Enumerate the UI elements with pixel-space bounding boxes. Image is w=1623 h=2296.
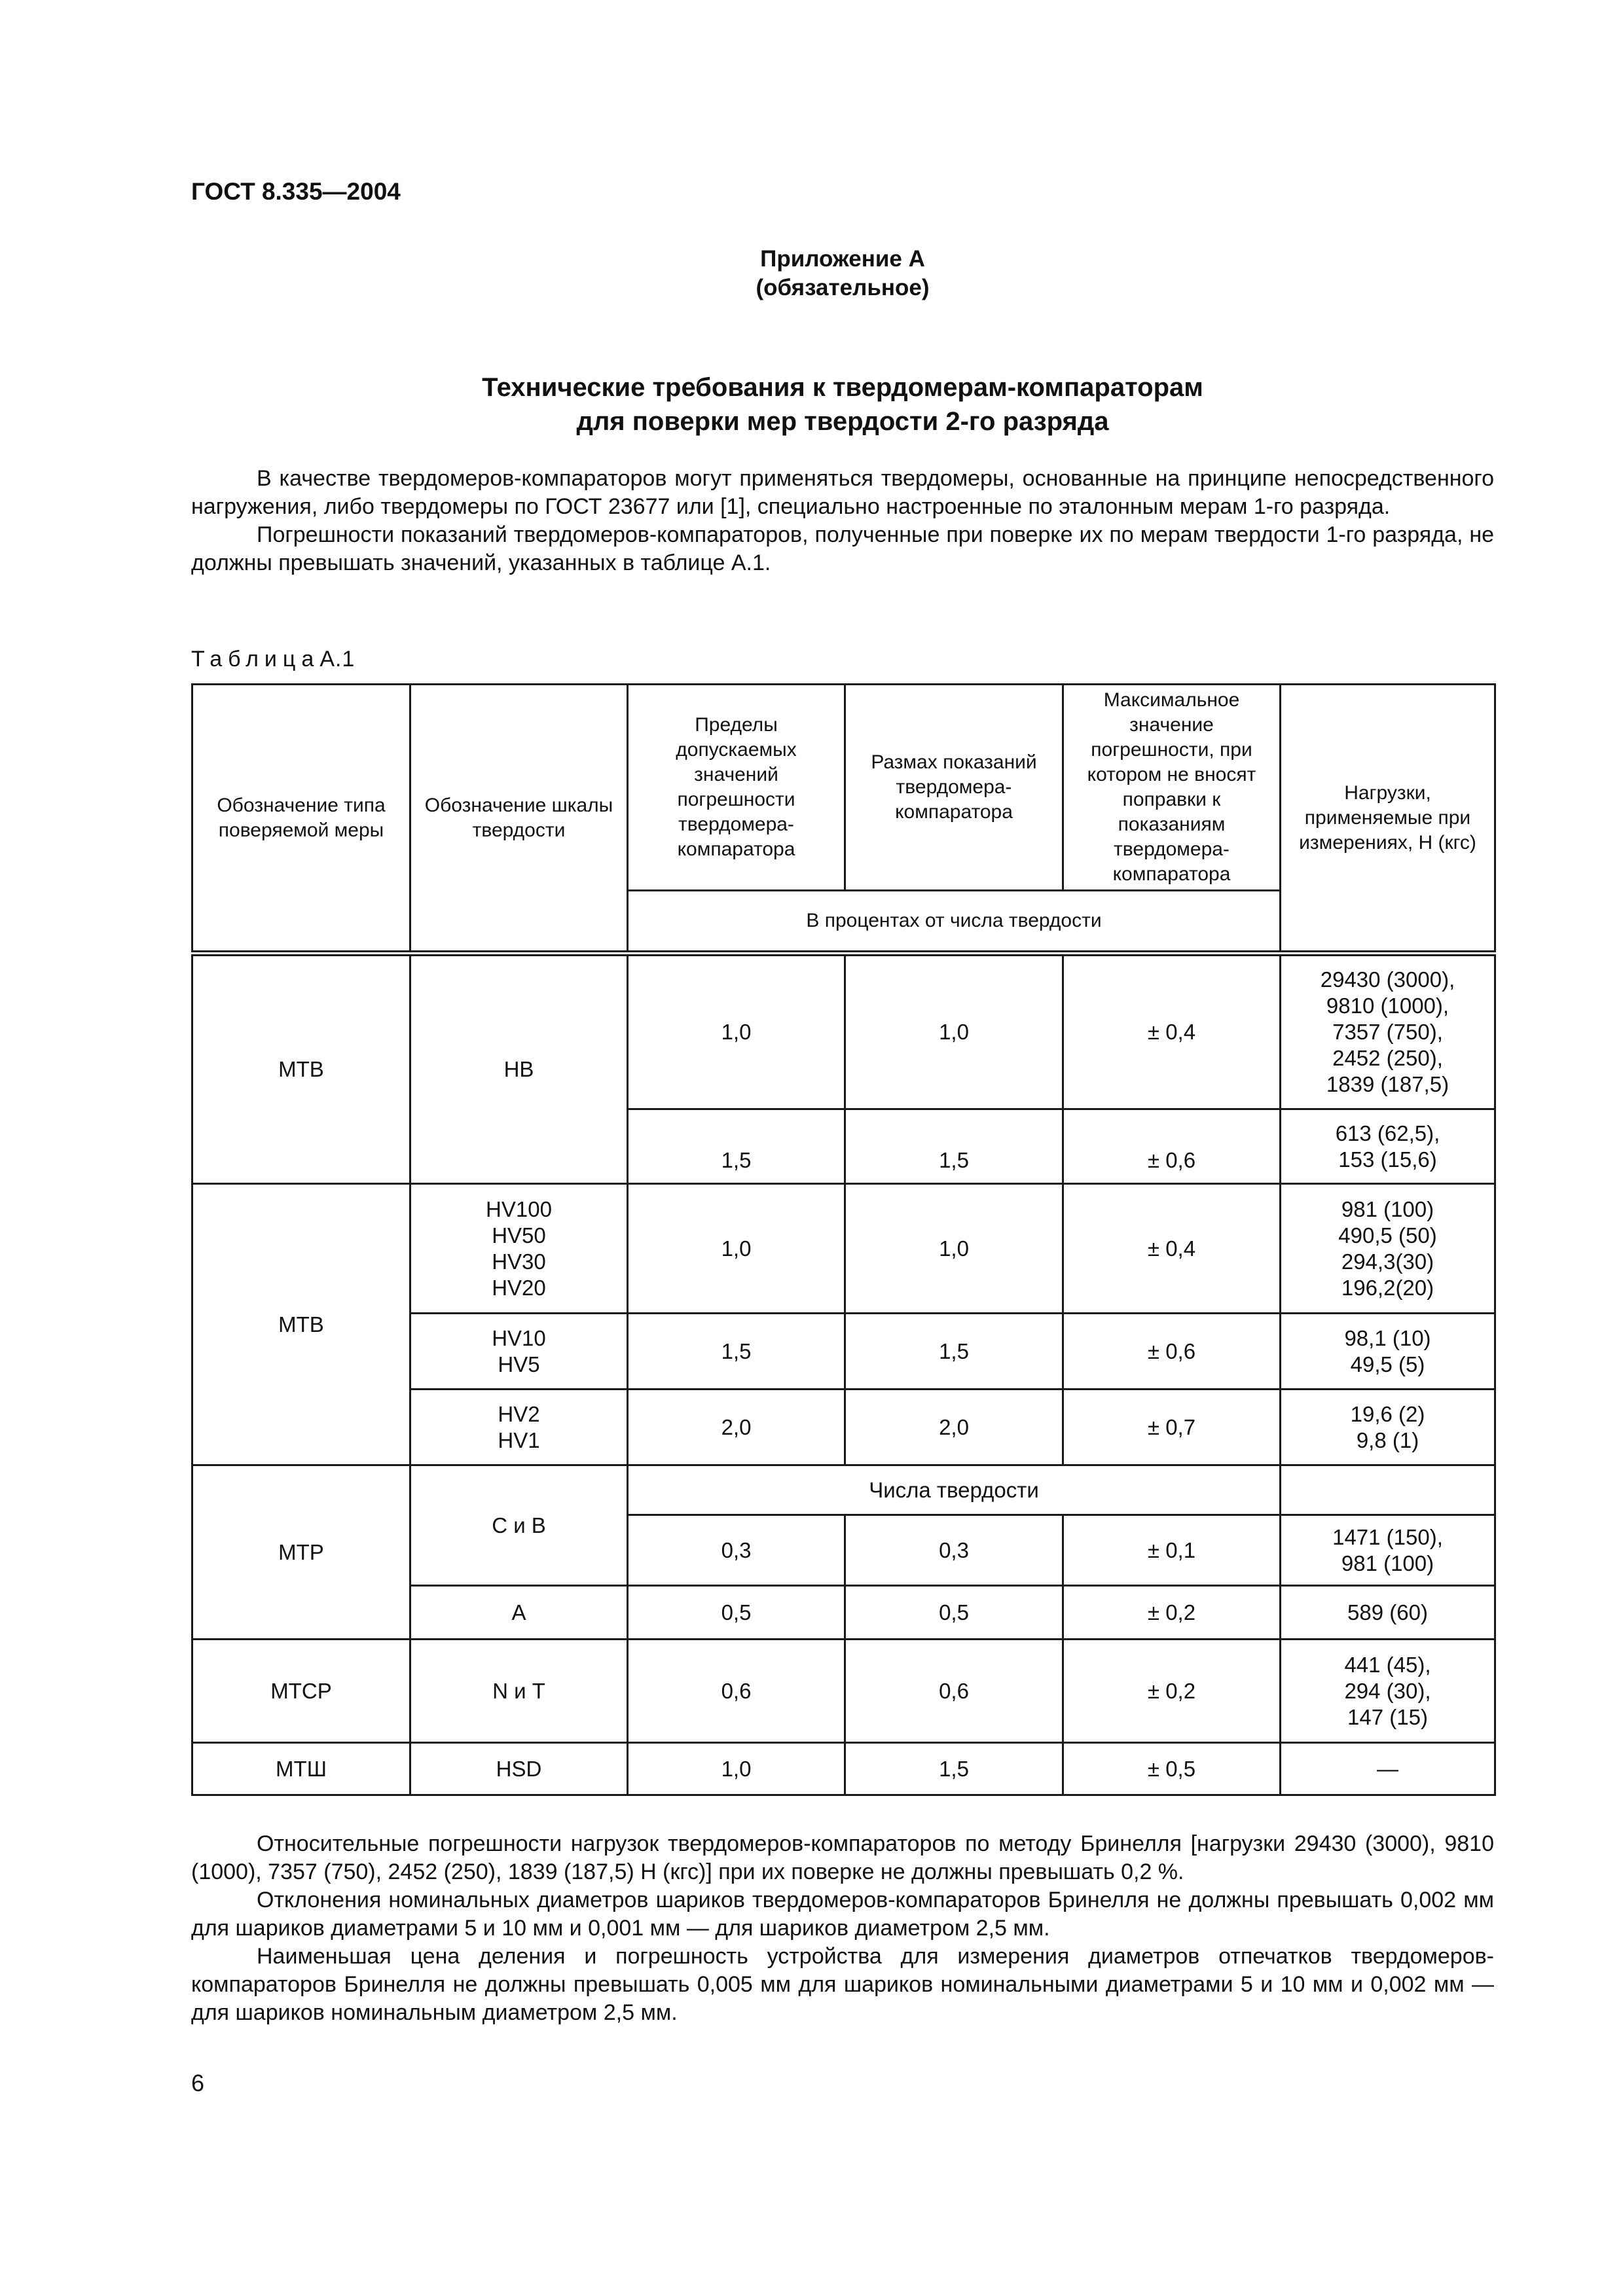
max-error-cell: ± 0,5 xyxy=(1063,1743,1281,1795)
table-caption-number: А.1 xyxy=(319,647,356,672)
page-number: 6 xyxy=(191,2070,205,2096)
max-error-cell: ± 0,2 xyxy=(1063,1640,1281,1743)
intro-text xyxy=(191,465,1494,577)
hardness-scale-cell: HSD xyxy=(410,1743,628,1795)
numbers-note: Числа твердости xyxy=(628,1465,1281,1515)
error-limit-cell: 1,0 xyxy=(628,954,845,1109)
header-error-limits: Пределы допускаемых значений погрешности твердомера-компаратора xyxy=(628,685,845,891)
reading-range-cell: 0,5 xyxy=(845,1586,1063,1640)
reading-range-cell: 1,0 xyxy=(845,1184,1063,1314)
requirement-paragraph: Относительные погрешности нагрузок твердомеров-компараторов по методу Бринелля [нагрузки 29430 (3000), 9810 (1000), 7357 (750), 2452 (250), 1839 (187,5) Н (кгс)] при их поверке не должны превышать 0,2 %. xyxy=(191,1831,1494,1884)
measure-type-cell: МТР xyxy=(192,1465,410,1640)
hardness-scale-cell: НВ xyxy=(410,954,628,1184)
error-limit-cell: 1,0 xyxy=(628,1184,845,1314)
requirements-table xyxy=(191,683,1496,1796)
title-line-1: Технические требования к твердомерам-компараторам xyxy=(482,373,1203,402)
error-limit-cell: 2,0 xyxy=(628,1390,845,1465)
loads-cell: 589 (60) xyxy=(1281,1586,1495,1640)
annex-status: (обязательное) xyxy=(756,275,930,300)
error-limit-cell: 1,0 xyxy=(628,1743,845,1795)
hardness-scale-cell: N и T xyxy=(410,1640,628,1743)
loads-cell-empty xyxy=(1281,1465,1495,1515)
header-measure-type: Обозначение типа поверяемой меры xyxy=(192,685,410,954)
loads-cell: 441 (45), 294 (30), 147 (15) xyxy=(1281,1640,1495,1743)
intro-paragraph: Погрешности показаний твердомеров-компараторов, полученные при поверке их по мерам твердости 1-го разряда, не должны превышать значений, указанных в таблице А.1. xyxy=(191,522,1494,575)
error-limit-cell: 0,6 xyxy=(628,1640,845,1743)
hardness-scale-cell: HV100 HV50 HV30 HV20 xyxy=(410,1184,628,1314)
hardness-scale-cell: HV2 HV1 xyxy=(410,1390,628,1465)
reading-range-cell: 1,5 xyxy=(845,1109,1063,1184)
loads-cell: 29430 (3000), 9810 (1000), 7357 (750), 2452 (250), 1839 (187,5) xyxy=(1281,954,1495,1109)
measure-type-cell: МТШ xyxy=(192,1743,410,1795)
header-reading-range: Размах показаний твердомера-компаратора xyxy=(845,685,1063,891)
annex-heading xyxy=(191,245,1494,302)
intro-paragraph: В качестве твердомеров-компараторов могут применяться твердомеры, основанные на принципе непосредственного нагружения, либо твердомеры по ГОСТ 23677 или [1], специально настроенные по эталонным мерам 1-го разряда. xyxy=(191,466,1494,519)
error-limit-cell: 1,5 xyxy=(628,1314,845,1390)
error-limit-cell: 1,5 xyxy=(628,1109,845,1184)
max-error-cell: ± 0,7 xyxy=(1063,1390,1281,1465)
max-error-cell: ± 0,4 xyxy=(1063,1184,1281,1314)
reading-range-cell: 2,0 xyxy=(845,1390,1063,1465)
requirements-text xyxy=(191,1830,1494,2027)
max-error-cell: ± 0,1 xyxy=(1063,1515,1281,1586)
header-loads: Нагрузки, применяемые при измерениях, Н (кгс) xyxy=(1281,685,1495,954)
reading-range-cell: 1,0 xyxy=(845,954,1063,1109)
requirement-paragraph: Отклонения номинальных диаметров шариков твердомеров-компараторов Бринелля не должны превышать 0,002 мм для шариков диаметрами 5 и 10 мм и 0,001 мм — для шариков диаметром 2,5 мм. xyxy=(191,1888,1494,1941)
table-caption xyxy=(191,647,355,672)
header-max-error: Максимальное значение погрешности, при котором не вносят поправки к показаниям твердомера-компаратора xyxy=(1063,685,1281,891)
percent-note: В процентах от числа твердости xyxy=(628,891,1281,954)
reading-range-cell: 0,6 xyxy=(845,1640,1063,1743)
max-error-cell: ± 0,4 xyxy=(1063,954,1281,1109)
reading-range-cell: 1,5 xyxy=(845,1314,1063,1390)
requirement-paragraph: Наименьшая цена деления и погрешность устройства для измерения диаметров отпечатков твердомеров-компараторов Бринелля не должны превышать 0,005 мм для шариков номинальными диаметрами 5 и 10 мм и 0,002 мм — для шариков номинальным диаметром 2,5 мм. xyxy=(191,1944,1494,2025)
annex-title xyxy=(191,370,1494,439)
measure-type-cell: МТСР xyxy=(192,1640,410,1743)
max-error-cell: ± 0,6 xyxy=(1063,1314,1281,1390)
document-code: ГОСТ 8.335—2004 xyxy=(191,178,401,205)
hardness-scale-cell: С и В xyxy=(410,1465,628,1586)
loads-cell: 1471 (150), 981 (100) xyxy=(1281,1515,1495,1586)
error-limit-cell: 0,5 xyxy=(628,1586,845,1640)
max-error-cell: ± 0,6 xyxy=(1063,1109,1281,1184)
measure-type-cell: МТВ xyxy=(192,954,410,1184)
loads-cell: 98,1 (10) 49,5 (5) xyxy=(1281,1314,1495,1390)
title-line-2: для поверки мер твердости 2-го разряда xyxy=(576,407,1109,436)
loads-cell: — xyxy=(1281,1743,1495,1795)
error-limit-cell: 0,3 xyxy=(628,1515,845,1586)
annex-label: Приложение А xyxy=(760,246,925,272)
loads-cell: 613 (62,5), 153 (15,6) xyxy=(1281,1109,1495,1184)
reading-range-cell: 1,5 xyxy=(845,1743,1063,1795)
loads-cell: 19,6 (2) 9,8 (1) xyxy=(1281,1390,1495,1465)
header-hardness-scale: Обозначение шкалы твердости xyxy=(410,685,628,954)
loads-cell: 981 (100) 490,5 (50) 294,3(30) 196,2(20) xyxy=(1281,1184,1495,1314)
reading-range-cell: 0,3 xyxy=(845,1515,1063,1586)
table-caption-word: Таблица xyxy=(191,647,320,672)
hardness-scale-cell: А xyxy=(410,1586,628,1640)
measure-type-cell: МТВ xyxy=(192,1184,410,1465)
hardness-scale-cell: HV10 HV5 xyxy=(410,1314,628,1390)
max-error-cell: ± 0,2 xyxy=(1063,1586,1281,1640)
